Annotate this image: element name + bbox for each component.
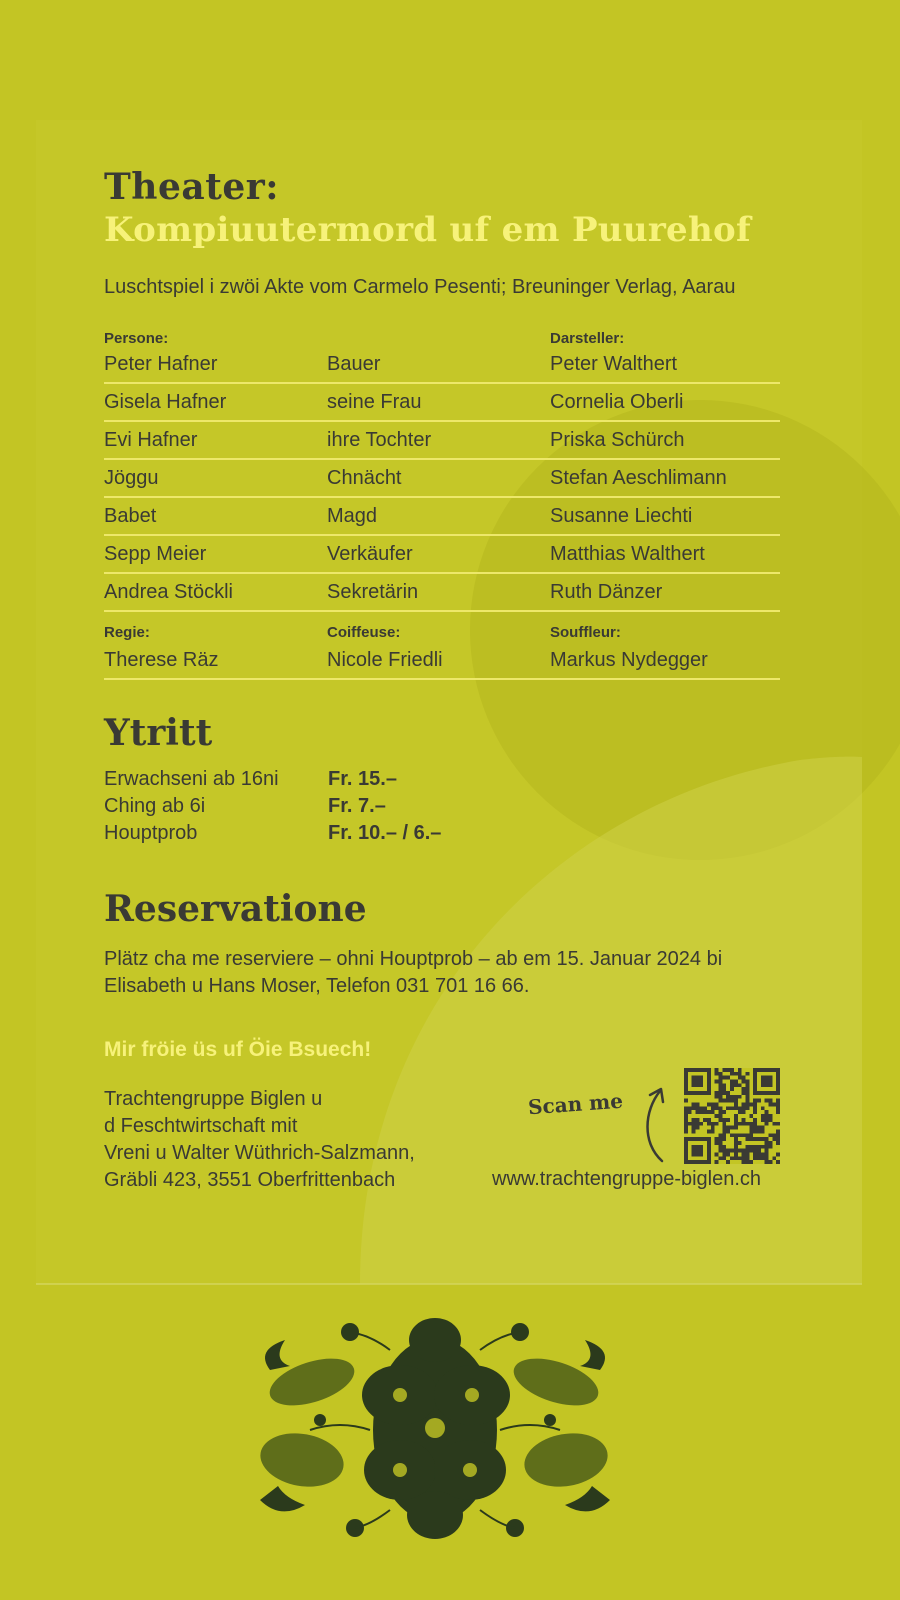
cast-row <box>104 346 780 384</box>
reservation-heading: Reservatione <box>104 888 367 930</box>
flower-ornament-icon <box>250 1310 620 1550</box>
souffleur-name: Markus Nydegger <box>550 649 708 671</box>
coiffeuse-label: Coiffeuse: <box>327 624 401 641</box>
character-name: Peter Hafner <box>104 353 218 375</box>
cast-row <box>104 574 780 612</box>
reservation-line: Plätz cha me reserviere – ohni Houptprob – ab em 15. Januar 2024 bi <box>104 948 723 970</box>
price-row <box>104 822 504 849</box>
character-name: Babet <box>104 505 157 527</box>
crew-row <box>104 642 780 680</box>
welcome-text: Mir fröie üs uf Öie Bsuech! <box>104 1038 372 1061</box>
character-role: Bauer <box>327 353 381 375</box>
price-value: Fr. 15.– <box>328 768 397 790</box>
character-role: Verkäufer <box>327 543 413 565</box>
qr-code-icon[interactable] <box>684 1068 780 1164</box>
play-subtitle: Luschtspiel i zwöi Akte vom Carmelo Pesenti; Breuninger Verlag, Aarau <box>104 276 736 298</box>
price-value: Fr. 10.– / 6.– <box>328 822 442 844</box>
reservation-line: Elisabeth u Hans Moser, Telefon 031 701 16 66. <box>104 975 530 997</box>
character-name: Evi Hafner <box>104 429 198 451</box>
actor-name: Priska Schürch <box>550 429 685 451</box>
price-row <box>104 795 504 822</box>
coiffeuse-name: Nicole Friedli <box>327 649 443 671</box>
address-line: Gräbli 423, 3551 Oberfrittenbach <box>104 1169 396 1191</box>
website-link[interactable]: www.trachtengruppe-biglen.ch <box>492 1168 762 1190</box>
character-name: Gisela Hafner <box>104 391 227 413</box>
character-name: Jöggu <box>104 467 159 489</box>
character-role: Chnächt <box>327 467 402 489</box>
souffleur-label: Souffleur: <box>550 624 621 641</box>
cast-row <box>104 536 780 574</box>
crew-header <box>104 620 780 642</box>
actor-name: Cornelia Oberli <box>550 391 684 413</box>
actors-header: Darsteller: <box>550 330 625 347</box>
cast-row <box>104 384 780 422</box>
reservation-text <box>104 946 784 1000</box>
regie-name: Therese Räz <box>104 649 219 671</box>
address-line: Trachtengruppe Biglen u <box>104 1088 323 1110</box>
character-name: Andrea Stöckli <box>104 581 233 603</box>
actor-name: Stefan Aeschlimann <box>550 467 727 489</box>
price-value: Fr. 7.– <box>328 795 386 817</box>
address-line: Vreni u Walter Wüthrich-Salzmann, <box>104 1142 415 1164</box>
character-role: ihre Tochter <box>327 429 432 451</box>
play-title: Kompiuutermord uf em Puurehof <box>104 210 751 250</box>
theater-label: Theater: <box>104 166 279 208</box>
actor-name: Peter Walthert <box>550 353 678 375</box>
price-list <box>104 768 504 849</box>
cast-header <box>104 328 780 346</box>
cast-table <box>104 328 780 680</box>
regie-label: Regie: <box>104 624 150 641</box>
actor-name: Susanne Liechti <box>550 505 693 527</box>
character-role: Sekretärin <box>327 581 419 603</box>
price-label: Erwachseni ab 16ni <box>104 768 279 790</box>
address-line: d Feschtwirtschaft mit <box>104 1115 298 1137</box>
persons-header: Persone: <box>104 330 169 347</box>
scan-me-label: Scan me <box>527 1088 624 1120</box>
actor-name: Ruth Dänzer <box>550 581 663 603</box>
price-label: Houptprob <box>104 822 198 844</box>
character-name: Sepp Meier <box>104 543 207 565</box>
curved-arrow-icon <box>634 1083 674 1165</box>
character-role: seine Frau <box>327 391 422 413</box>
address-block <box>104 1086 415 1194</box>
price-row <box>104 768 504 795</box>
character-role: Magd <box>327 505 378 527</box>
cast-row <box>104 498 780 536</box>
cast-row <box>104 460 780 498</box>
ytritt-heading: Ytritt <box>104 712 213 754</box>
price-label: Ching ab 6i <box>104 795 206 817</box>
actor-name: Matthias Walthert <box>550 543 705 565</box>
cast-row <box>104 422 780 460</box>
